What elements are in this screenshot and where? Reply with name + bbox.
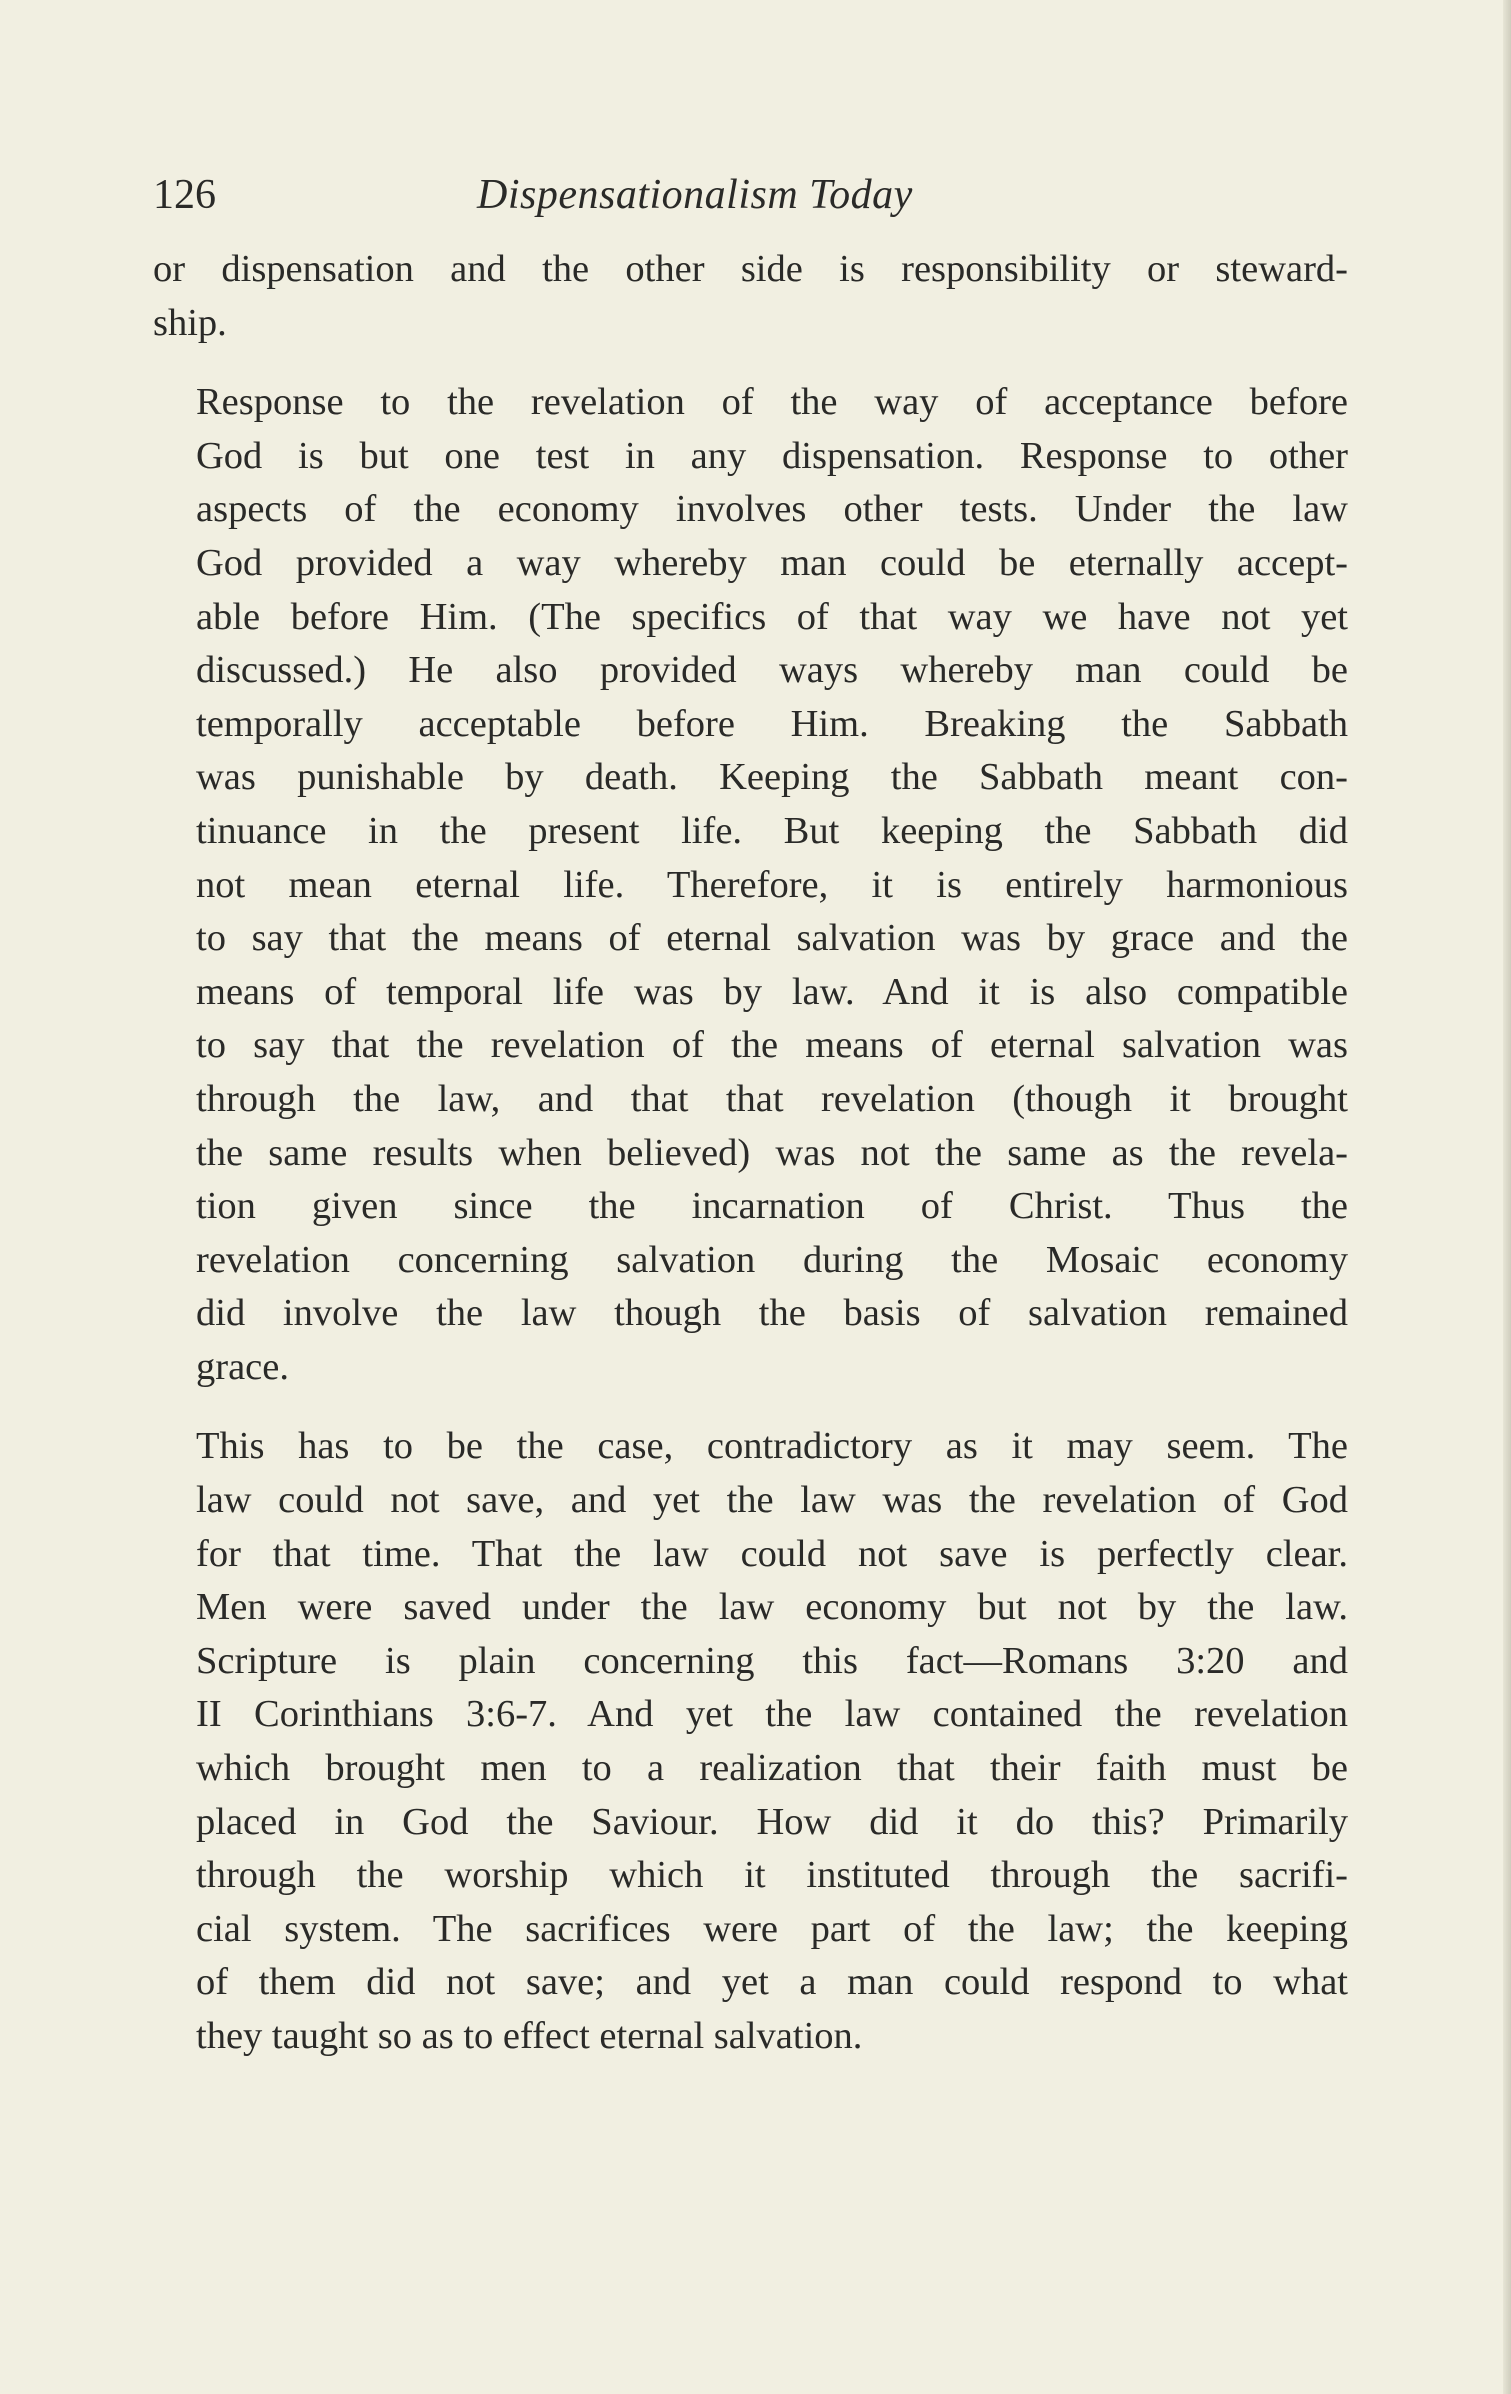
text-line: means of temporal life was by law. And it is also compatible [196,970,1348,1013]
text-line: the same results when believed) was not the same as the revela- [196,1131,1348,1174]
text-line: did involve the law though the basis of salvation remained [196,1292,1348,1335]
text-line: Men were saved under the law economy but not by the law. [196,1586,1348,1629]
text-line: to say that the revelation of the means of eternal salvation was [196,1024,1348,1067]
text-line: aspects of the economy involves other tests. Under the law [196,488,1348,531]
text-line: through the law, and that that revelation (though it brought [196,1077,1348,1120]
page-edge [1503,0,1511,2394]
text-line: through the worship which it instituted through the sacrifi- [196,1854,1348,1897]
text-line: cial system. The sacrifices were part of the law; the keeping [196,1907,1348,1950]
text-line: Scripture is plain concerning this fact—Romans 3:20 and [196,1639,1348,1682]
running-head [153,165,1353,225]
text-line: to say that the means of eternal salvation was by grace and the [196,917,1348,960]
text-line: grace. [196,1345,289,1388]
running-title: Dispensationalism Today [477,172,913,218]
text-line: they taught so as to effect eternal salvation. [196,2015,863,2057]
text-line: which brought men to a realization that their faith must be [196,1747,1348,1790]
text-line: or dispensation and the other side is responsibility or steward- [153,248,1348,290]
text-line: Response to the revelation of the way of acceptance before [196,381,1348,424]
text-line: discussed.) He also provided ways whereby man could be [196,649,1348,692]
paragraph-2 [153,376,1348,1394]
text-line: tinuance in the present life. But keeping the Sabbath did [196,809,1348,852]
text-line: This has to be the case, contradictory as it may seem. The [196,1425,1348,1468]
text-line: law could not save, and yet the law was the revelation of God [196,1479,1348,1522]
text-line: of them did not save; and yet a man could respond to what [196,1961,1348,2004]
text-line: able before Him. (The specifics of that way we have not yet [196,595,1348,638]
text-line: revelation concerning salvation during the Mosaic economy [196,1238,1348,1281]
paragraph-1 [153,243,1348,350]
text-line: II Corinthians 3:6-7. And yet the law contained the revelation [196,1693,1348,1736]
text-line: not mean eternal life. Therefore, it is entirely harmonious [196,863,1348,906]
text-line: ship. [153,301,227,344]
text-line: placed in God the Saviour. How did it do this? Primarily [196,1800,1348,1843]
text-line: tion given since the incarnation of Christ. Thus the [196,1185,1348,1228]
text-line: for that time. That the law could not save is perfectly clear. [196,1532,1348,1575]
body-text [153,243,1348,2064]
text-line: God provided a way whereby man could be eternally accept- [196,541,1348,584]
paragraph-3 [153,1420,1348,2063]
text-line: temporally acceptable before Him. Breaking the Sabbath [196,702,1348,745]
page-number: 126 [153,172,216,218]
text-line: God is but one test in any dispensation. Response to other [196,434,1348,477]
text-line: was punishable by death. Keeping the Sabbath meant con- [196,756,1348,799]
